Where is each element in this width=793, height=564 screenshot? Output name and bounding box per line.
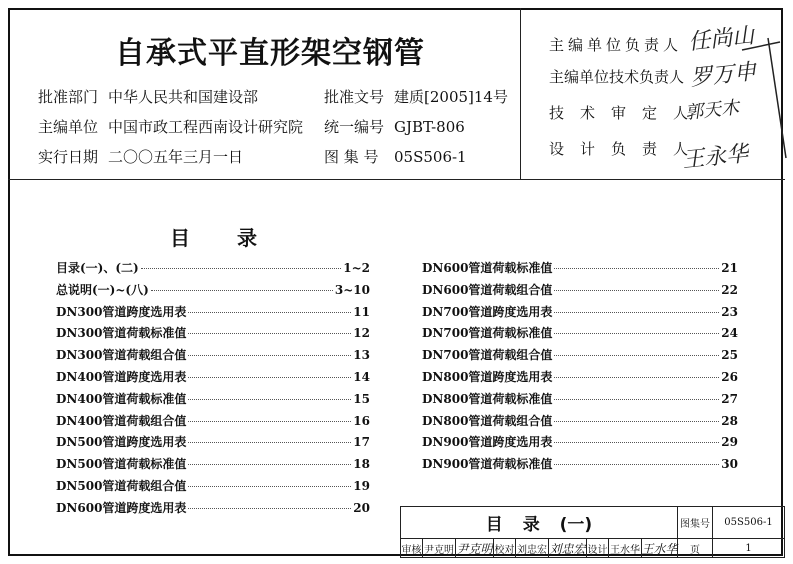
toc-title: 目 录 xyxy=(170,226,257,250)
toc-leader xyxy=(188,508,351,509)
toc-leader xyxy=(188,486,351,487)
document-title: 自承式平直形架空钢管 xyxy=(115,36,425,71)
approval-label: 设计负责人 xyxy=(549,140,705,158)
toc-item[interactable] xyxy=(56,477,370,499)
toc-item-name: DN500管道荷载标准值 xyxy=(56,457,187,472)
toc-leader xyxy=(554,355,719,356)
toc-item-page: 3~10 xyxy=(334,282,370,297)
toc-leader xyxy=(141,268,342,269)
toc-leader xyxy=(554,290,719,291)
toc-item[interactable] xyxy=(422,259,738,281)
toc-leader xyxy=(554,333,719,334)
meta-label: 统一编号 xyxy=(324,118,385,136)
title-block xyxy=(400,506,785,558)
toc-item[interactable] xyxy=(422,412,738,434)
toc-item[interactable] xyxy=(422,303,738,325)
approval-label: 技术审定人 xyxy=(549,104,705,122)
toc-item-name: DN300管道荷载组合值 xyxy=(56,348,187,363)
toc-item[interactable] xyxy=(56,412,370,434)
toc-leader xyxy=(188,442,351,443)
toc-item-name: DN800管道荷载组合值 xyxy=(422,413,553,428)
toc-item[interactable] xyxy=(56,259,370,281)
toc-left-column xyxy=(56,259,370,521)
toc-item-page: 30 xyxy=(721,457,738,472)
toc-leader xyxy=(188,377,351,378)
signature-tech-lead: 罗万申 xyxy=(689,59,758,92)
meta-effective-date xyxy=(38,146,243,167)
meta-approval-no xyxy=(324,86,508,107)
toc-item-name: DN400管道荷载标准值 xyxy=(56,391,187,406)
signature-designer: 王永华 xyxy=(681,141,750,174)
toc-item-page: 19 xyxy=(353,478,370,493)
toc-item[interactable] xyxy=(56,499,370,521)
meta-label: 图 集 号 xyxy=(324,148,379,166)
meta-label: 实行日期 xyxy=(38,148,99,166)
toc-leader xyxy=(188,421,351,422)
toc-item-page: 15 xyxy=(353,391,370,406)
toc-item[interactable] xyxy=(56,455,370,477)
header-divider xyxy=(8,179,785,180)
meta-editor-unit xyxy=(38,116,303,137)
designer-signature: 王水华 xyxy=(642,539,678,558)
toc-leader xyxy=(188,312,351,313)
toc-item-page: 18 xyxy=(353,457,370,472)
toc-item[interactable] xyxy=(422,368,738,390)
meta-label: 批准部门 xyxy=(38,88,99,106)
approval-label: 主编单位负责人 xyxy=(549,36,683,54)
approval-row xyxy=(549,138,705,159)
toc-item-name: DN700管道荷载标准值 xyxy=(422,326,553,341)
signature-stroke-icon xyxy=(740,28,790,168)
toc-item-name: DN900管道跨度选用表 xyxy=(422,435,553,450)
toc-leader xyxy=(151,290,333,291)
meta-approval-dept xyxy=(38,86,258,107)
toc-item-name: DN700管道跨度选用表 xyxy=(422,304,553,319)
meta-value: GJBT-806 xyxy=(394,118,465,136)
reviewer-name: 尹克明 xyxy=(423,539,456,558)
meta-label: 主编单位 xyxy=(38,118,99,136)
toc-item[interactable] xyxy=(422,324,738,346)
meta-value: 中国市政工程西南设计研究院 xyxy=(108,118,304,136)
toc-item-name: 目录(一)、(二) xyxy=(56,261,139,275)
toc-leader xyxy=(554,442,719,443)
signature-reviewer: 郭天木 xyxy=(684,97,741,124)
review-label: 审核 xyxy=(401,539,423,558)
toc-item-page: 1~2 xyxy=(343,261,370,275)
page-value: 1 xyxy=(713,539,785,558)
meta-value: 二〇〇五年三月一日 xyxy=(108,148,244,166)
toc-item[interactable] xyxy=(422,433,738,455)
designer-name: 王水华 xyxy=(609,539,642,558)
toc-item-page: 24 xyxy=(721,326,738,341)
toc-item-name: DN600管道跨度选用表 xyxy=(56,500,187,515)
approval-label: 主编单位技术负责人 xyxy=(549,68,685,86)
toc-item-name: DN300管道跨度选用表 xyxy=(56,304,187,319)
toc-item[interactable] xyxy=(56,346,370,368)
toc-right-column xyxy=(422,259,738,477)
toc-leader xyxy=(554,377,719,378)
toc-item-name: DN500管道跨度选用表 xyxy=(56,435,187,450)
toc-item[interactable] xyxy=(56,390,370,412)
toc-item[interactable] xyxy=(422,455,738,477)
toc-leader xyxy=(554,268,719,269)
sheet-title: 目 录 (一) xyxy=(401,507,678,539)
toc-item-page: 21 xyxy=(721,261,738,275)
toc-item-page: 13 xyxy=(353,348,370,363)
design-label: 设计 xyxy=(587,539,609,558)
toc-item-page: 27 xyxy=(721,391,738,406)
toc-leader xyxy=(554,421,719,422)
approval-row xyxy=(549,34,687,55)
toc-item[interactable] xyxy=(56,303,370,325)
toc-item[interactable] xyxy=(422,390,738,412)
reviewer-signature: 尹克明 xyxy=(456,539,494,558)
toc-item-name: DN600管道荷载组合值 xyxy=(422,282,553,297)
signature-chief-editor: 任尚山 xyxy=(687,23,756,56)
toc-item-page: 22 xyxy=(721,282,738,297)
toc-item[interactable] xyxy=(422,346,738,368)
toc-leader xyxy=(188,355,351,356)
toc-item-name: 总说明(一)~(八) xyxy=(56,282,149,297)
toc-item-page: 29 xyxy=(721,435,738,450)
atlas-no-value: 05S506-1 xyxy=(713,507,785,539)
toc-item-page: 14 xyxy=(353,369,370,384)
meta-atlas-no xyxy=(324,146,467,167)
toc-item-page: 11 xyxy=(353,304,370,319)
toc-item-name: DN600管道荷载标准值 xyxy=(422,261,553,275)
toc-item[interactable] xyxy=(56,368,370,390)
toc-leader xyxy=(554,464,719,465)
toc-item[interactable] xyxy=(56,433,370,455)
check-label: 校对 xyxy=(494,539,516,558)
toc-item-name: DN800管道跨度选用表 xyxy=(422,369,553,384)
meta-unified-no xyxy=(324,116,465,137)
toc-item-name: DN300管道荷载标准值 xyxy=(56,326,187,341)
header-vertical-divider xyxy=(520,8,521,180)
toc-item-name: DN700管道荷载组合值 xyxy=(422,348,553,363)
toc-item-page: 28 xyxy=(721,413,738,428)
meta-value: 05S506-1 xyxy=(394,148,467,166)
approval-row xyxy=(549,66,687,87)
toc-item-name: DN400管道荷载组合值 xyxy=(56,413,187,428)
toc-item-page: 26 xyxy=(721,369,738,384)
toc-item-name: DN900管道荷载标准值 xyxy=(422,457,553,472)
toc-item-page: 23 xyxy=(721,304,738,319)
atlas-no-label: 图集号 xyxy=(678,507,713,539)
toc-item-page: 17 xyxy=(353,435,370,450)
toc-item-page: 12 xyxy=(353,326,370,341)
toc-item-name: DN400管道跨度选用表 xyxy=(56,369,187,384)
meta-value: 中华人民共和国建设部 xyxy=(108,88,259,106)
meta-label: 批准文号 xyxy=(324,88,385,106)
toc-leader xyxy=(188,464,351,465)
toc-leader xyxy=(554,399,719,400)
page-label: 页 xyxy=(678,539,713,558)
checker-signature: 刘忠宏 xyxy=(549,539,587,558)
toc-item[interactable] xyxy=(56,324,370,346)
meta-value: 建质[2005]14号 xyxy=(394,88,508,106)
toc-leader xyxy=(188,399,351,400)
toc-item-page: 20 xyxy=(353,500,370,515)
checker-name: 刘忠宏 xyxy=(516,539,549,558)
toc-leader xyxy=(188,333,351,334)
toc-item-name: DN500管道荷载组合值 xyxy=(56,478,187,493)
toc-item-page: 25 xyxy=(721,348,738,363)
toc-item[interactable] xyxy=(56,281,370,303)
toc-item-page: 16 xyxy=(353,413,370,428)
toc-leader xyxy=(554,312,719,313)
toc-item-name: DN800管道荷载标准值 xyxy=(422,391,553,406)
toc-item[interactable] xyxy=(422,281,738,303)
approval-row xyxy=(549,102,705,123)
